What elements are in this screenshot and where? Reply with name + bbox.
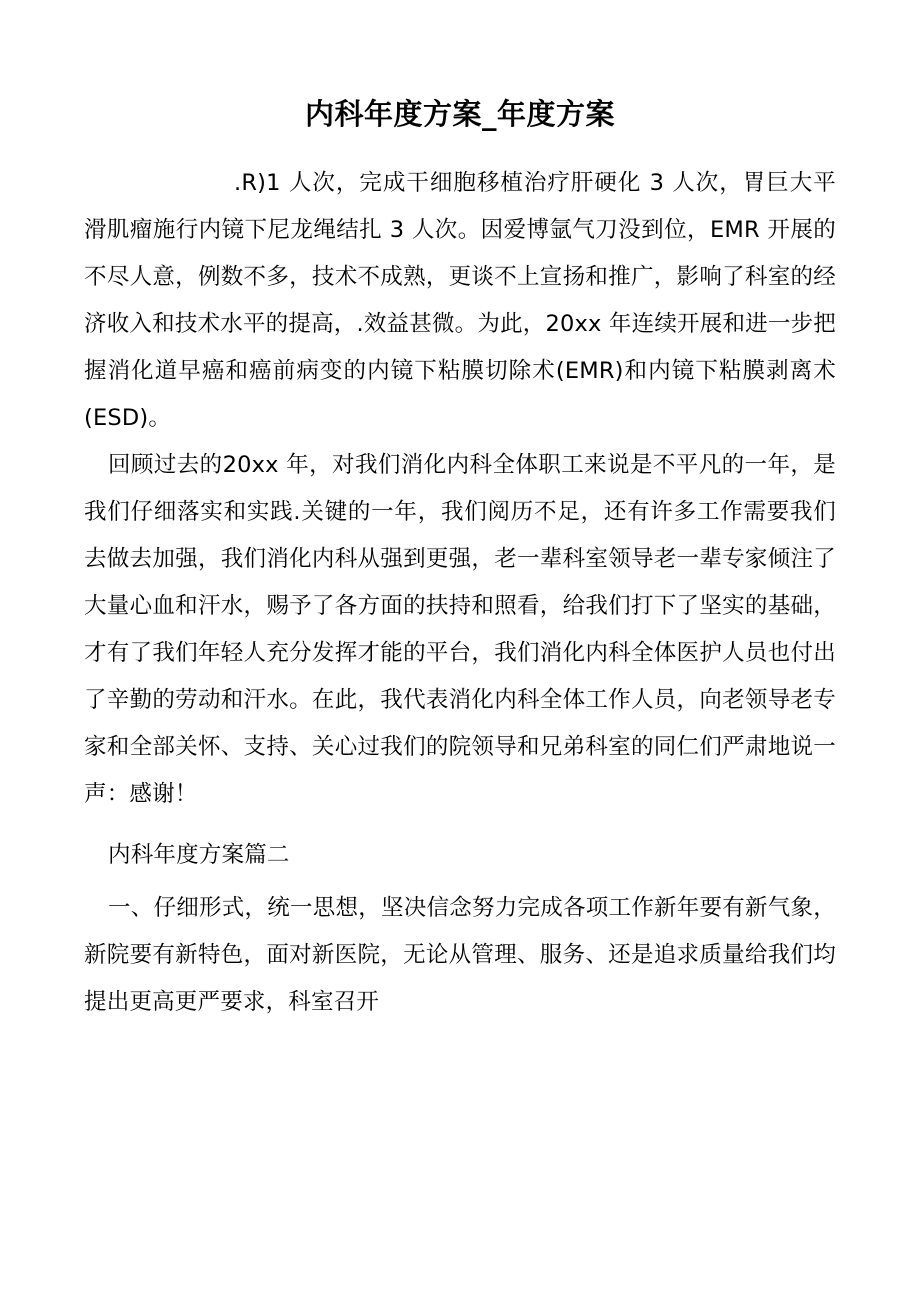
paragraph-spacer [84, 818, 836, 832]
paragraph-1: .R)1 人次，完成干细胞移植治疗肝硬化 3 人次，胃巨大平滑肌瘤施行内镜下尼龙绳结扎 3 人次。因爱博氩气刀没到位，EMR 开展的不尽人意，例数不多，技术不成熟，更谈不上宣扬和推广，影响了科室的经济收入和技术水平的提高，.效益甚微。为此，20xx 年连续开展和进一步把握消化道早癌和癌前病变的内镜下粘膜切除术(EMR)和内镜下粘膜剥离术(ESD)。 [84, 169, 836, 431]
section-heading-2: 内科年度方案篇二 [108, 841, 290, 868]
paragraph-2: 回顾过去的20xx 年，对我们消化内科全体职工来说是不平凡的一年，是我们仔细落实和实践.关键的一年，我们阅历不足，还有许多工作需要我们去做去加强，我们消化内科从强到更强，老一辈科室领导老一辈专家倾注了大量心血和汗水，赐予了各方面的扶持和照看，给我们打下了坚实的基础，才有了我们年轻人充分发挥才能的平台，我们消化内科全体医护人员也付出了辛勤的劳动和汗水。在此，我代表消化内科全体工作人员，向老领导老专家和全部关怀、支持、关心过我们的院领导和兄弟科室的同仁们严肃地说一声：感谢！ [84, 451, 836, 807]
page-title: 内科年度方案_年度方案 [304, 97, 615, 131]
paragraph-3: 一、仔细形式，统一思想，坚决信念努力完成各项工作新年要有新气象，新院要有新特色，面对新医院，无论从管理、服务、还是追求质量给我们均提出更高更严要求，科室召开 [84, 894, 836, 1015]
